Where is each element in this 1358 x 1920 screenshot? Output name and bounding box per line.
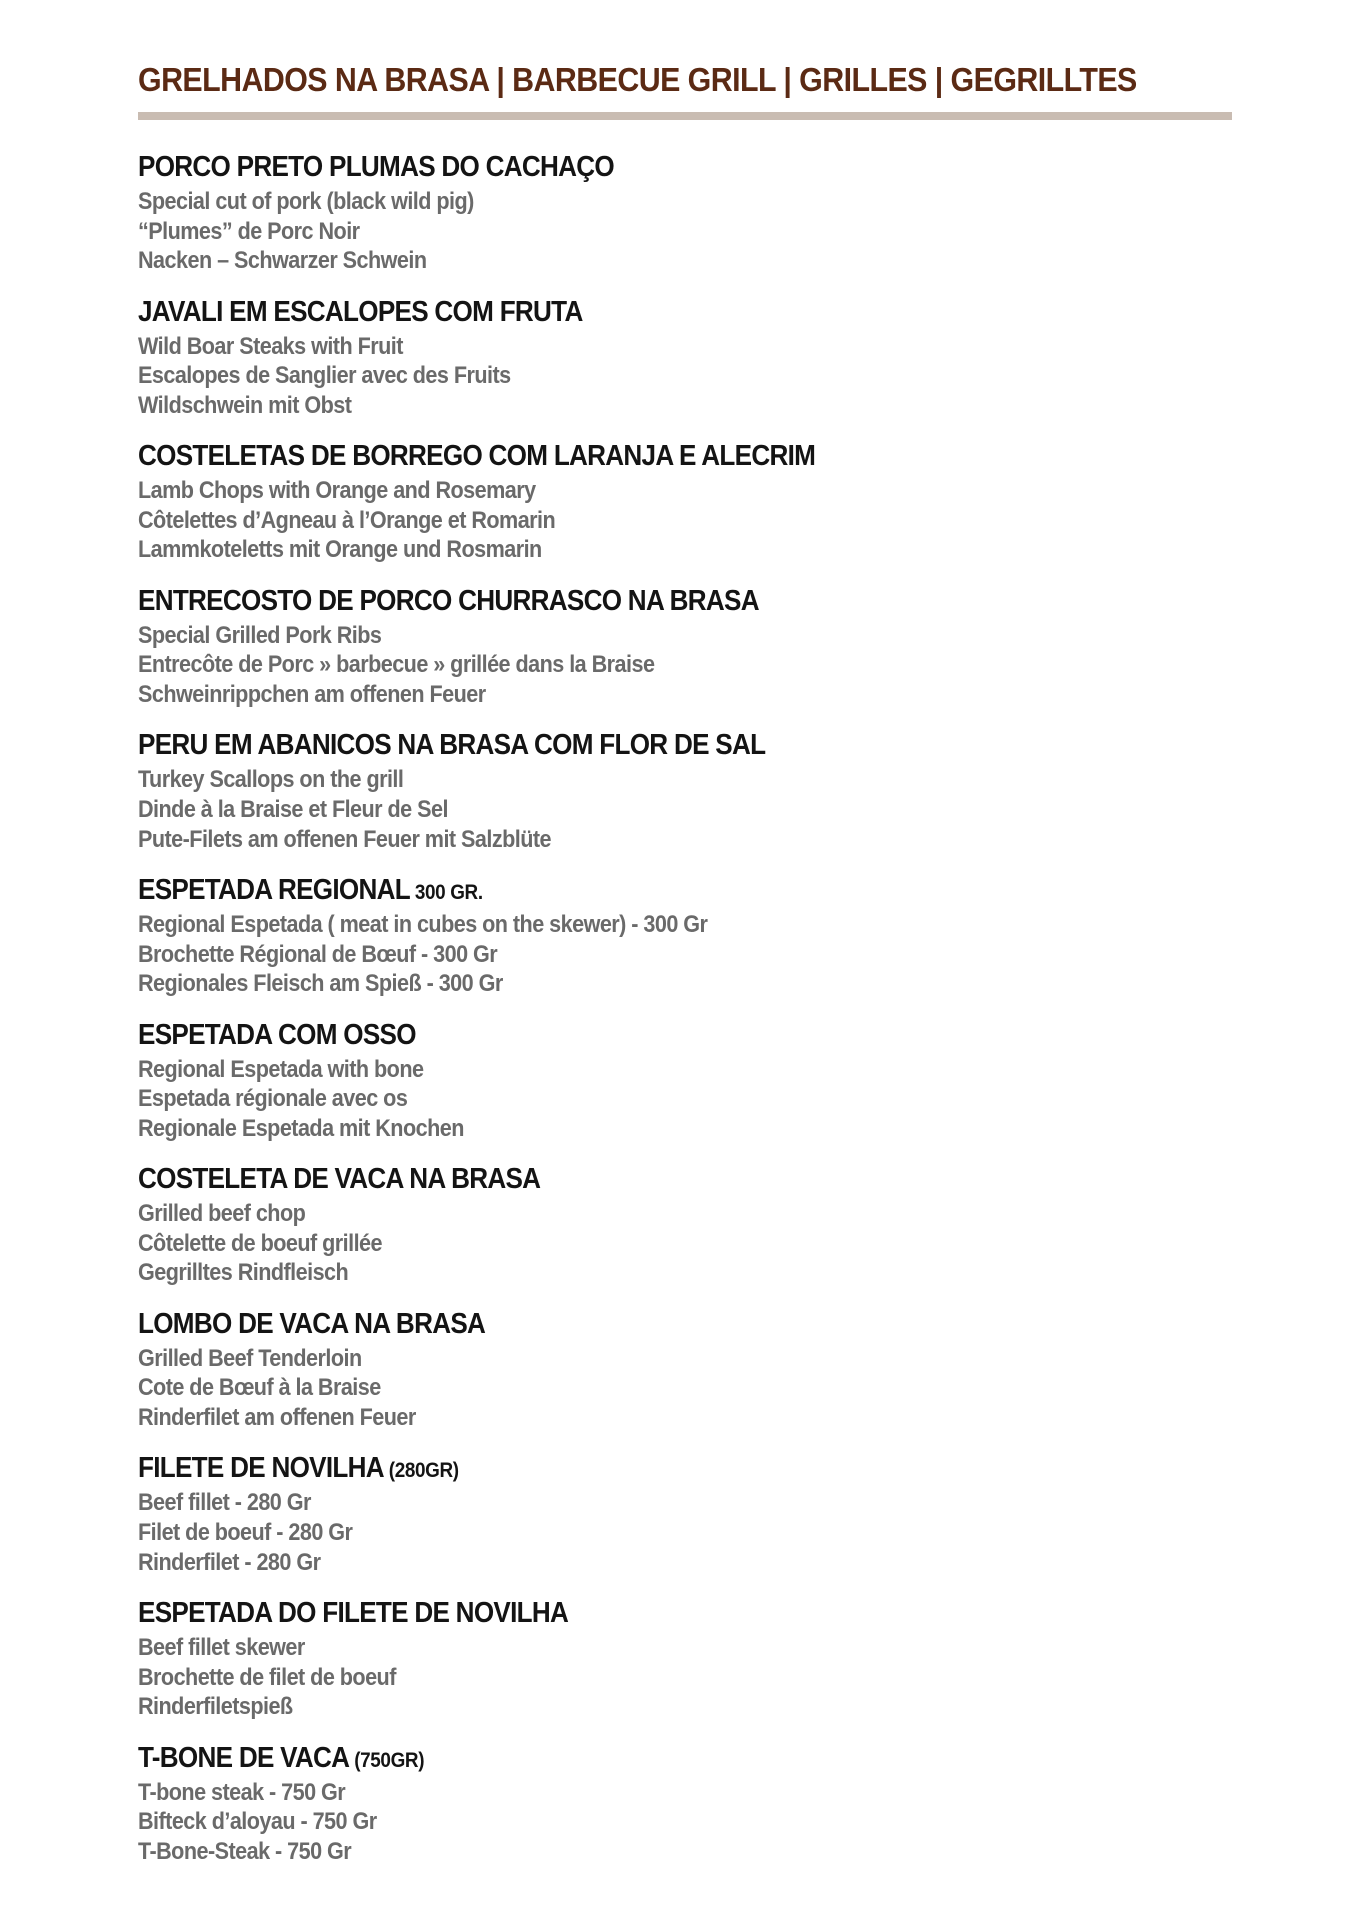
item-name: PORCO PRETO PLUMAS DO CACHAÇO bbox=[138, 151, 615, 183]
item-title bbox=[138, 1451, 1128, 1488]
item-desc-fr: Filet de boeuf - 280 Gr bbox=[138, 1518, 353, 1546]
item-desc-fr: Espetada régionale avec os bbox=[138, 1085, 408, 1113]
menu-item bbox=[138, 1018, 1238, 1163]
item-desc-en: Beef fillet - 280 Gr bbox=[138, 1489, 311, 1517]
item-desc-en: Regional Espetada ( meat in cubes on the skewer) - 300 Gr bbox=[138, 910, 708, 938]
item-name: JAVALI EM ESCALOPES COM FRUTA bbox=[138, 295, 583, 328]
item-desc-fr: Cote de Bœuf à la Braise bbox=[138, 1374, 381, 1402]
menu-item bbox=[138, 728, 1238, 873]
item-name: PERU EM ABANICOS NA BRASA COM FLOR DE SAL bbox=[138, 729, 766, 762]
item-title bbox=[138, 1307, 1128, 1344]
item-desc-de: Wildschwein mit Obst bbox=[138, 391, 352, 419]
item-desc-de: Gegrilltes Rindfleisch bbox=[138, 1259, 349, 1287]
item-name: FILETE DE NOVILHA bbox=[138, 1452, 384, 1485]
item-desc-de: Lammkoteletts mit Orange und Rosmarin bbox=[138, 536, 542, 564]
item-desc-de: Regionales Fleisch am Spieß - 300 Gr bbox=[138, 970, 503, 998]
item-title bbox=[138, 1162, 1128, 1199]
item-desc-en: T-bone steak - 750 Gr bbox=[138, 1778, 346, 1806]
item-desc-fr: Escalopes de Sanglier avec des Fruits bbox=[138, 362, 511, 390]
menu-item bbox=[138, 1596, 1238, 1741]
item-desc-fr: Brochette de filet de boeuf bbox=[138, 1663, 396, 1691]
item-desc-fr: Dinde à la Braise et Fleur de Sel bbox=[138, 795, 448, 823]
menu-item bbox=[138, 1741, 1238, 1886]
item-desc-en: Special cut of pork (black wild pig) bbox=[138, 188, 474, 215]
item-desc-de: Regionale Espetada mit Knochen bbox=[138, 1114, 464, 1142]
menu-item bbox=[138, 295, 1238, 440]
item-weight: (750GR) bbox=[349, 1748, 425, 1772]
item-desc-de: Rinderfilet am offenen Feuer bbox=[138, 1403, 416, 1431]
item-name: ENTRECOSTO DE PORCO CHURRASCO NA BRASA bbox=[138, 584, 759, 617]
item-title bbox=[138, 150, 1128, 187]
item-desc-de: Rinderfiletspieß bbox=[138, 1693, 293, 1721]
item-desc-fr: Côtelette de boeuf grillée bbox=[138, 1229, 383, 1257]
item-name: ESPETADA DO FILETE DE NOVILHA bbox=[138, 1596, 569, 1629]
item-desc-de: Rinderfilet - 280 Gr bbox=[138, 1548, 321, 1576]
item-desc-en: Beef fillet skewer bbox=[138, 1633, 305, 1661]
item-title bbox=[138, 1018, 1128, 1055]
item-title bbox=[138, 1741, 1128, 1778]
title-divider bbox=[138, 112, 1232, 120]
menu-item bbox=[138, 584, 1238, 729]
menu-item bbox=[138, 439, 1238, 584]
item-desc-fr: Bifteck d’aloyau - 750 Gr bbox=[138, 1808, 377, 1836]
item-desc-en: Grilled beef chop bbox=[138, 1200, 306, 1228]
menu-item bbox=[138, 1307, 1238, 1452]
item-desc-fr: Brochette Régional de Bœuf - 300 Gr bbox=[138, 940, 498, 968]
item-title bbox=[138, 1596, 1128, 1633]
item-name: COSTELETAS DE BORREGO COM LARANJA E ALECRIM bbox=[138, 440, 816, 473]
item-desc-en: Turkey Scallops on the grill bbox=[138, 766, 404, 794]
menu-item bbox=[138, 1162, 1238, 1307]
item-desc-en: Special Grilled Pork Ribs bbox=[138, 621, 382, 649]
item-title bbox=[138, 439, 1128, 476]
item-name: T-BONE DE VACA bbox=[138, 1741, 350, 1774]
item-name: LOMBO DE VACA NA BRASA bbox=[138, 1307, 486, 1340]
item-desc-en: Grilled Beef Tenderloin bbox=[138, 1344, 362, 1372]
item-desc-en: Wild Boar Steaks with Fruit bbox=[138, 332, 403, 360]
item-weight: 300 GR. bbox=[409, 880, 483, 904]
item-name: ESPETADA REGIONAL bbox=[138, 873, 410, 906]
item-desc-de: Nacken – Schwarzer Schwein bbox=[138, 247, 427, 275]
item-desc-en: Regional Espetada with bone bbox=[138, 1055, 424, 1083]
section-title: GRELHADOS NA BRASA | BARBECUE GRILL | GRILLES | GEGRILLTES bbox=[138, 61, 1137, 98]
item-title bbox=[138, 584, 1128, 621]
item-title bbox=[138, 295, 1128, 332]
item-desc-fr: “Plumes” de Porc Noir bbox=[138, 217, 360, 245]
item-weight: (280GR) bbox=[383, 1459, 459, 1483]
item-desc-de: Pute-Filets am offenen Feuer mit Salzblüte bbox=[138, 825, 552, 853]
menu-page bbox=[138, 58, 1238, 1865]
item-desc-de: T-Bone-Steak - 750 Gr bbox=[138, 1837, 352, 1865]
item-desc-de: Schweinrippchen am offenen Feuer bbox=[138, 680, 486, 708]
item-name: ESPETADA COM OSSO bbox=[138, 1018, 416, 1051]
item-title bbox=[138, 873, 1128, 910]
item-desc-fr: Entrecôte de Porc » barbecue » grillée dans la Braise bbox=[138, 651, 655, 679]
item-name: COSTELETA DE VACA NA BRASA bbox=[138, 1163, 541, 1196]
item-desc-en: Lamb Chops with Orange and Rosemary bbox=[138, 477, 536, 505]
item-desc-fr: Côtelettes d’Agneau à l’Orange et Romarin bbox=[138, 506, 556, 534]
menu-items-list bbox=[138, 150, 1238, 1885]
item-title bbox=[138, 728, 1128, 765]
menu-item bbox=[138, 1451, 1238, 1596]
menu-item bbox=[138, 873, 1238, 1018]
menu-item bbox=[138, 150, 1238, 295]
